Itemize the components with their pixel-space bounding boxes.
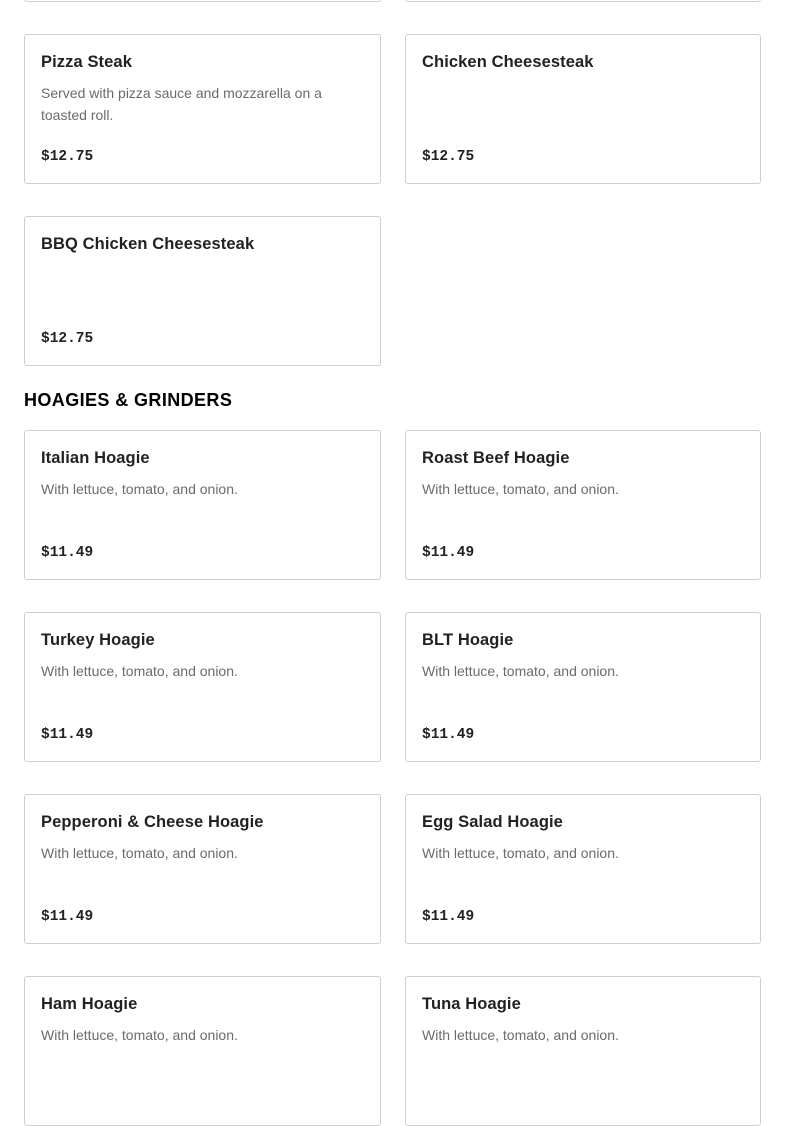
- menu-item-card[interactable]: [24, 794, 381, 944]
- menu-item-card-partial[interactable]: [405, 0, 761, 2]
- menu-item-description: With lettuce, tomato, and onion.: [422, 845, 619, 861]
- menu-item-description: With lettuce, tomato, and onion.: [41, 481, 238, 497]
- menu-item-card[interactable]: [24, 34, 381, 184]
- menu-item-description: Served with pizza sauce and mozzarella on a toasted roll.: [41, 85, 322, 123]
- menu-item-price: $11.49: [41, 909, 94, 925]
- menu-item-description: With lettuce, tomato, and onion.: [422, 663, 619, 679]
- menu-item-card[interactable]: [24, 612, 381, 762]
- menu-item-price: $11.49: [41, 727, 94, 743]
- menu-item-price: $12.75: [41, 331, 94, 347]
- menu-item-name: Pizza Steak: [41, 53, 132, 71]
- menu-item-card[interactable]: [405, 794, 761, 944]
- menu-item-name: Egg Salad Hoagie: [422, 813, 563, 831]
- menu-item-price: $12.75: [422, 149, 475, 165]
- menu-item-description: With lettuce, tomato, and onion.: [41, 845, 238, 861]
- menu-item-description: With lettuce, tomato, and onion.: [41, 663, 238, 679]
- menu-item-card[interactable]: [405, 34, 761, 184]
- menu-item-card[interactable]: [24, 216, 381, 366]
- menu-item-card[interactable]: [405, 430, 761, 580]
- menu-item-price: $11.49: [422, 727, 475, 743]
- section-title: HOAGIES & GRINDERS: [24, 390, 233, 410]
- menu-item-name: Italian Hoagie: [41, 449, 150, 467]
- menu-item-price: $11.49: [422, 545, 475, 561]
- menu-item-description: With lettuce, tomato, and onion.: [422, 1027, 619, 1043]
- menu-item-name: Pepperoni & Cheese Hoagie: [41, 813, 264, 831]
- menu-item-name: Chicken Cheesesteak: [422, 53, 594, 71]
- menu-item-price: $11.49: [41, 545, 94, 561]
- menu-item-name: Turkey Hoagie: [41, 631, 155, 649]
- menu-item-price: $12.75: [41, 149, 94, 165]
- menu-item-name: Roast Beef Hoagie: [422, 449, 570, 467]
- menu-item-card-partial[interactable]: [24, 0, 381, 2]
- menu-item-name: BBQ Chicken Cheesesteak: [41, 235, 255, 253]
- menu-item-name: Ham Hoagie: [41, 995, 138, 1013]
- menu-item-card[interactable]: [405, 976, 761, 1126]
- menu-item-description: With lettuce, tomato, and onion.: [41, 1027, 238, 1043]
- menu-item-card[interactable]: [24, 430, 381, 580]
- menu-item-card[interactable]: [405, 612, 761, 762]
- menu-item-price: $11.49: [422, 909, 475, 925]
- menu-item-name: Tuna Hoagie: [422, 995, 521, 1013]
- menu-item-name: BLT Hoagie: [422, 631, 514, 649]
- menu-item-card[interactable]: [24, 976, 381, 1126]
- menu-item-description: With lettuce, tomato, and onion.: [422, 481, 619, 497]
